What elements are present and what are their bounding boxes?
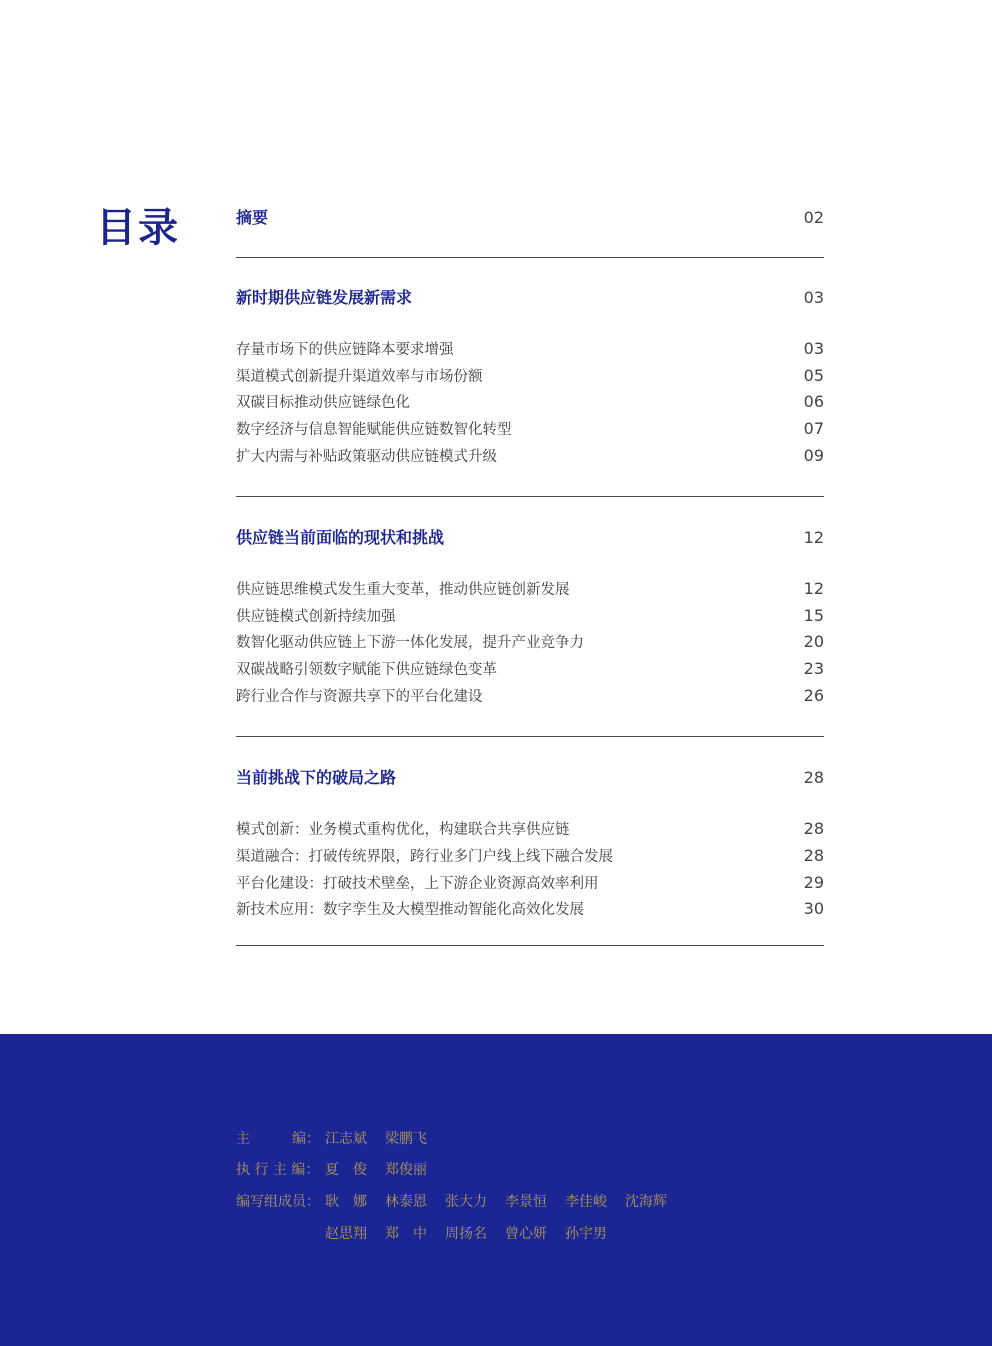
credit-members (236, 1191, 685, 1211)
toc-section[interactable] (236, 285, 824, 308)
item-label: 数字经济与信息智能赋能供应链数智化转型 (236, 422, 512, 438)
item-label: 跨行业合作与资源共享下的平台化建设 (236, 689, 483, 705)
credit-name: 夏 俊 (325, 1162, 367, 1178)
toc-item[interactable] (236, 365, 824, 386)
toc-item[interactable] (236, 845, 824, 866)
item-page: 06 (803, 392, 824, 411)
credit-name: 李景恒 (505, 1194, 547, 1210)
credit-name: 赵思翔 (325, 1226, 367, 1242)
toc-item[interactable] (236, 445, 824, 466)
item-page: 07 (803, 419, 824, 438)
section-page: 02 (803, 208, 824, 227)
item-label: 渠道融合：打破传统界限，跨行业多门户线上线下融合发展 (236, 849, 613, 865)
credit-name: 林泰恩 (385, 1194, 427, 1210)
toc-item[interactable] (236, 658, 824, 679)
section-title: 新时期供应链发展新需求 (236, 288, 413, 307)
item-page: 28 (803, 846, 824, 865)
toc-item[interactable] (236, 391, 824, 412)
credit-name: 曾心妍 (505, 1226, 547, 1242)
item-page: 03 (803, 339, 824, 358)
toc-item[interactable] (236, 605, 824, 626)
credit-role: 编写组成员： (236, 1194, 320, 1210)
credit-chief-editor (236, 1128, 445, 1148)
credits-panel (0, 1034, 992, 1346)
toc-item[interactable] (236, 338, 824, 359)
divider (236, 496, 824, 497)
item-page: 09 (803, 446, 824, 465)
item-label: 平台化建设：打破技术壁垒，上下游企业资源高效率利用 (236, 876, 599, 892)
toc-item[interactable] (236, 872, 824, 893)
section-page: 12 (803, 528, 824, 547)
item-page: 28 (803, 819, 824, 838)
item-page: 05 (803, 366, 824, 385)
credit-name: 郑俊丽 (385, 1162, 427, 1178)
toc-item[interactable] (236, 685, 824, 706)
credit-role: 主 编： (236, 1131, 320, 1147)
toc-item[interactable] (236, 818, 824, 839)
item-label: 数智化驱动供应链上下游一体化发展，提升产业竞争力 (236, 635, 584, 651)
credit-name: 郑 中 (385, 1226, 427, 1242)
item-page: 12 (803, 579, 824, 598)
section-title: 当前挑战下的破局之路 (236, 768, 397, 787)
item-page: 29 (803, 873, 824, 892)
toc-section[interactable] (236, 765, 824, 788)
credit-name: 耿 娜 (325, 1194, 367, 1210)
item-page: 23 (803, 659, 824, 678)
credit-name: 梁鹏飞 (385, 1131, 427, 1147)
credit-name: 沈海辉 (625, 1194, 667, 1210)
item-label: 模式创新：业务模式重构优化，构建联合共享供应链 (236, 822, 570, 838)
toc-section[interactable] (236, 525, 824, 548)
toc-item[interactable] (236, 418, 824, 439)
item-label: 双碳战略引领数字赋能下供应链绿色变革 (236, 662, 497, 678)
item-label: 供应链模式创新持续加强 (236, 609, 396, 625)
item-label: 双碳目标推动供应链绿色化 (236, 395, 410, 411)
divider (236, 736, 824, 737)
credit-name: 孙宇男 (565, 1226, 607, 1242)
toc-item[interactable] (236, 898, 824, 919)
section-title: 摘要 (236, 208, 269, 227)
item-page: 15 (803, 606, 824, 625)
credit-members-line2 (325, 1223, 625, 1243)
credit-name: 李佳峻 (565, 1194, 607, 1210)
item-page: 26 (803, 686, 824, 705)
item-page: 20 (803, 632, 824, 651)
credit-name: 周扬名 (445, 1226, 487, 1242)
toc-heading: 目录 (96, 205, 180, 251)
credit-exec-editor (236, 1159, 445, 1179)
credit-role: 执 行 主 编： (236, 1162, 320, 1178)
credit-name: 江志斌 (325, 1131, 367, 1147)
credit-name: 张大力 (445, 1194, 487, 1210)
item-label: 新技术应用：数字孪生及大模型推动智能化高效化发展 (236, 902, 584, 918)
section-page: 28 (803, 768, 824, 787)
toc-section-summary[interactable] (236, 205, 824, 228)
item-label: 供应链思维模式发生重大变革，推动供应链创新发展 (236, 582, 570, 598)
item-label: 存量市场下的供应链降本要求增强 (236, 342, 454, 358)
divider (236, 945, 824, 946)
item-label: 扩大内需与补贴政策驱动供应链模式升级 (236, 449, 497, 465)
toc-item[interactable] (236, 578, 824, 599)
item-page: 30 (803, 899, 824, 918)
toc-item[interactable] (236, 631, 824, 652)
section-page: 03 (803, 288, 824, 307)
divider (236, 257, 824, 258)
section-title: 供应链当前面临的现状和挑战 (236, 528, 445, 547)
item-label: 渠道模式创新提升渠道效率与市场份额 (236, 369, 483, 385)
